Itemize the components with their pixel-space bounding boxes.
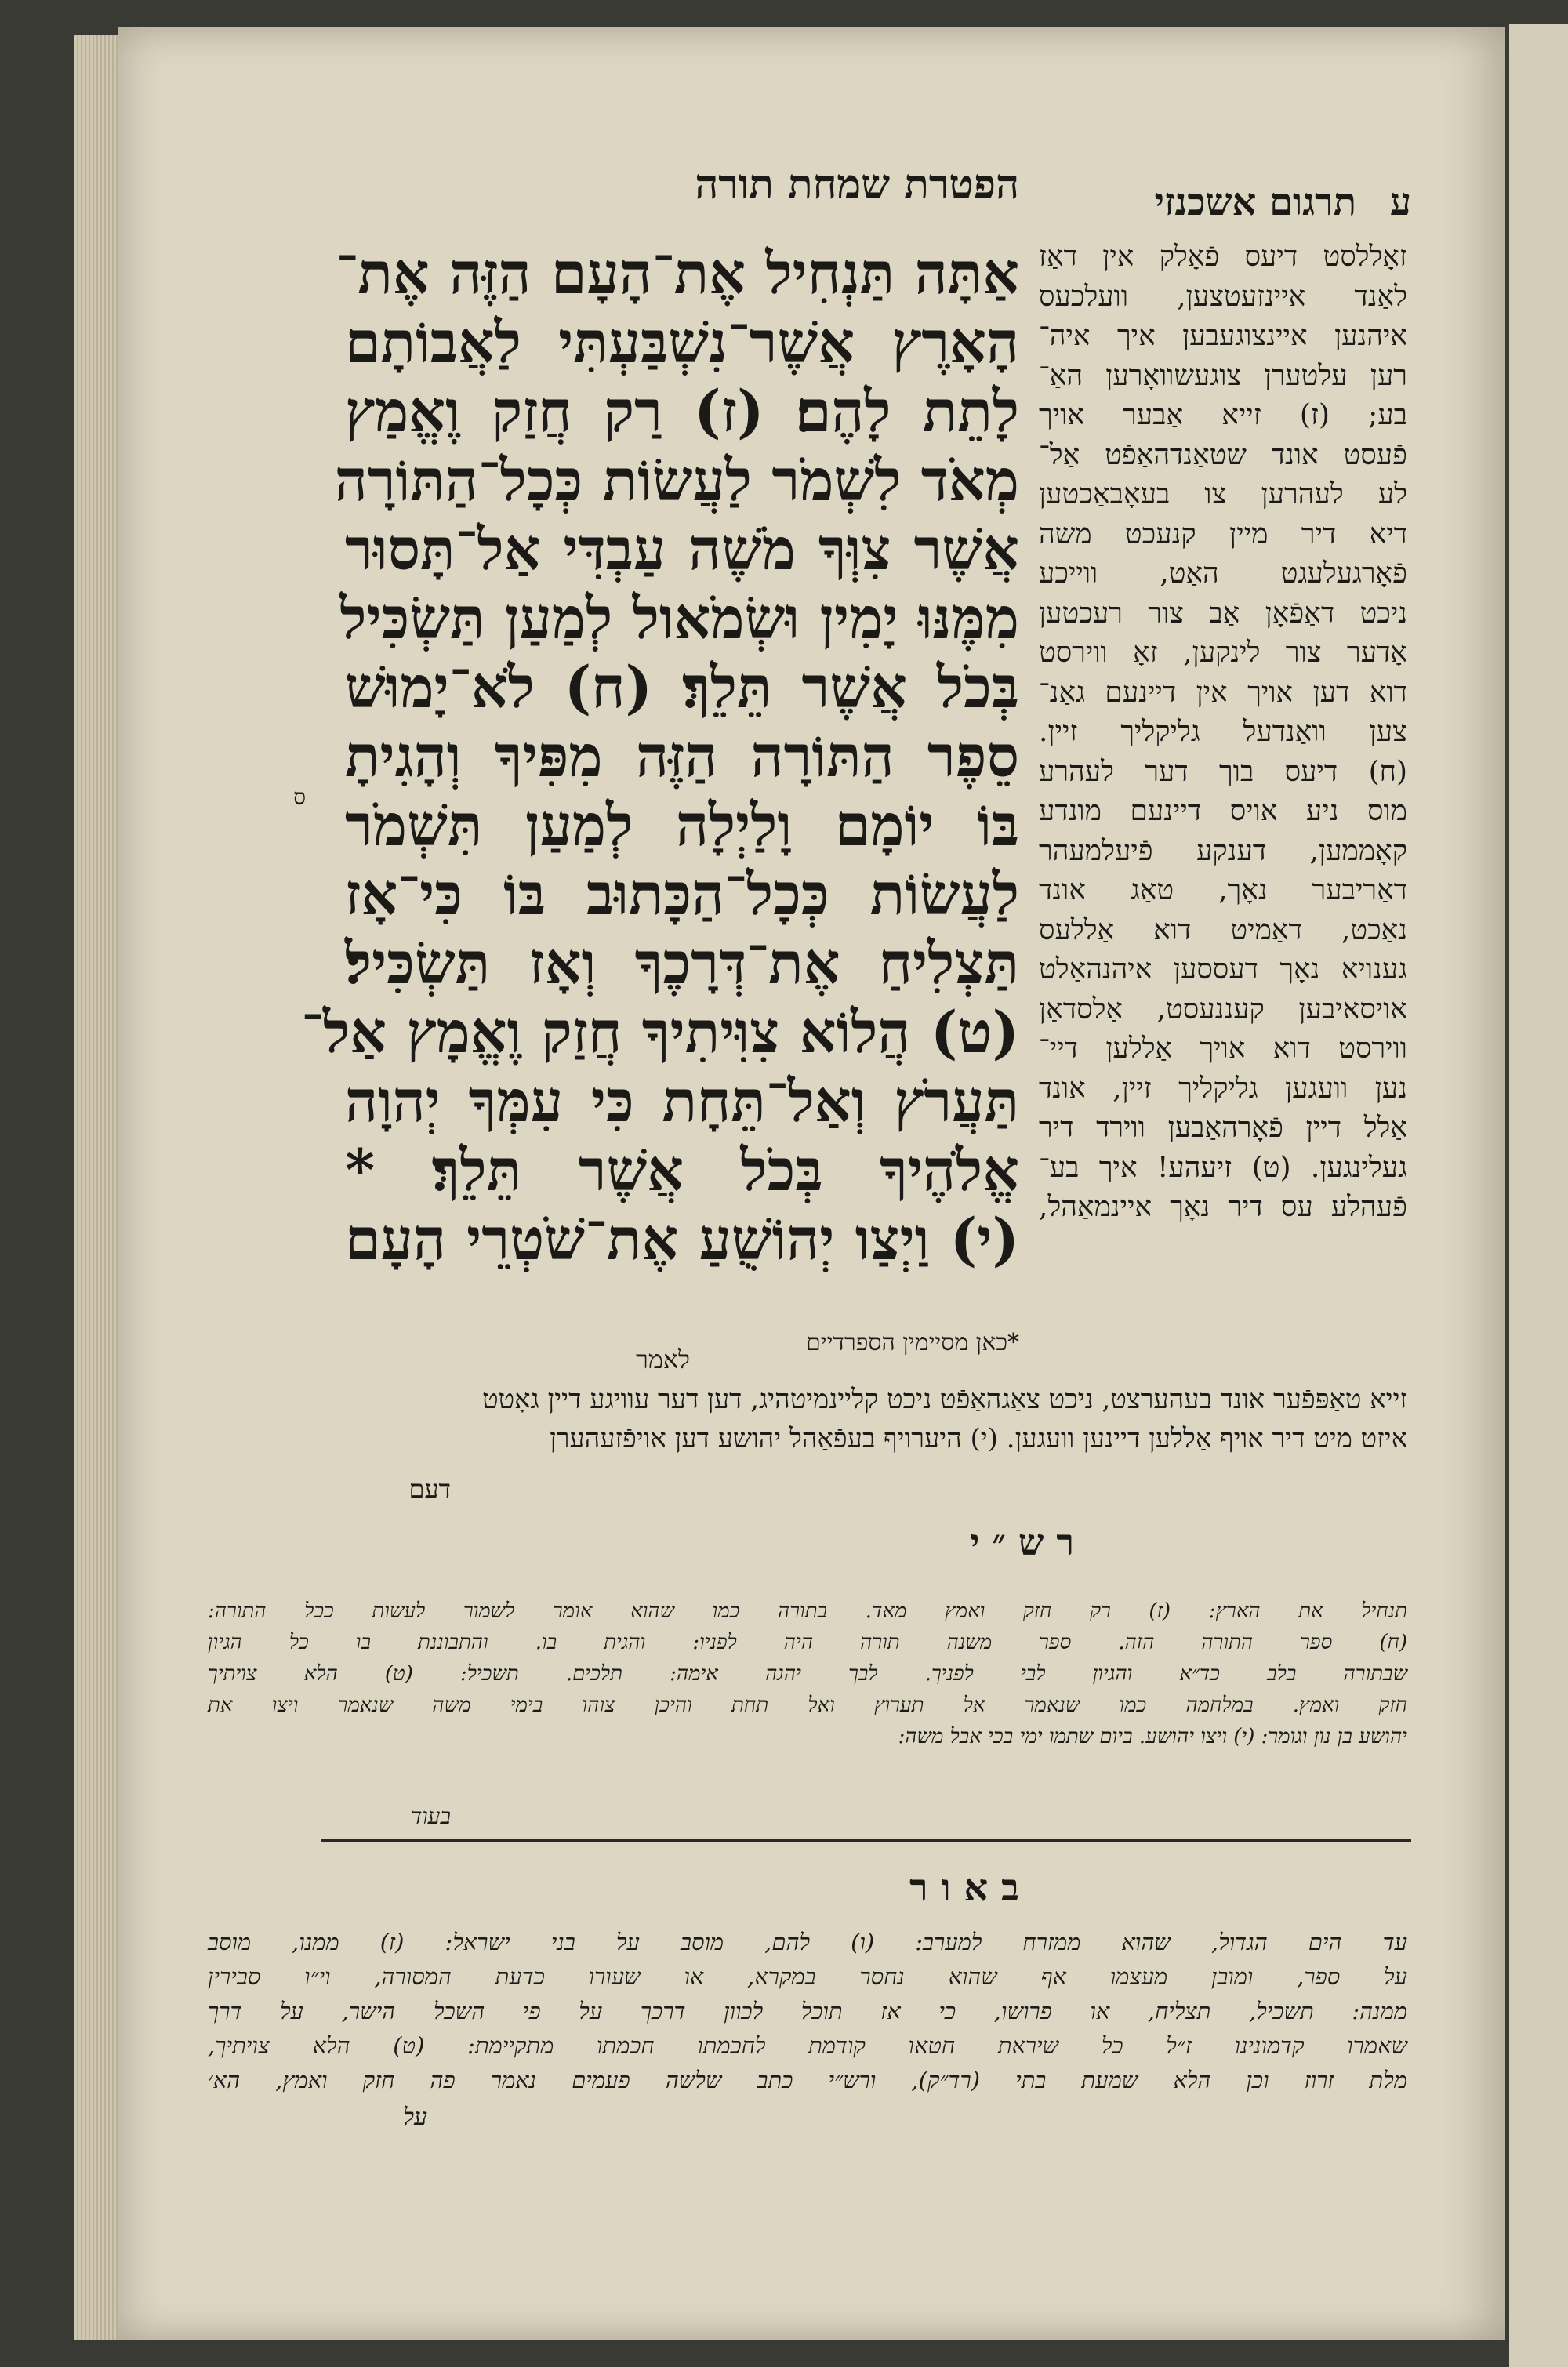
margin-mark: ס: [293, 784, 306, 810]
biur-title: ב א ו ר: [909, 1866, 1019, 1910]
targum-line: פֿעסט אונד שטאַנדהאַפֿט אַל־: [1039, 438, 1407, 471]
biur-line: עד הים הגדול, שהוא ממזרח למערב: (ו) להם, מוסב על בני ישראל: (ז) ממנו, מוסב: [208, 1929, 1407, 1955]
main-line: מִמֶּנּוּ יָמִין וּשְׂמֹאול לְמַעַן תַּשְׂכִּיל: [339, 585, 1019, 652]
main-line: תַּצְלִיחַ אֶת־דְּרָכֶךָ וְאָז תַּשְׂכִּיל׃: [345, 930, 1019, 997]
targum-line: מוס ניע אויס דיינעם מונדע: [1039, 795, 1407, 827]
main-line: (ט) הֲלוֹא צִוִּיתִיךָ חֲזַק וֶאֱמָץ אַל־: [301, 999, 1019, 1066]
biur-line: על ספר, ומובן מעצמו אף שהוא נחסר במקרא, או שעורו כדעת המסורה, וי״ו סבירין: [208, 1963, 1407, 1990]
targum-line: אויסאיבען קעננעסט, אַלסדאַן: [1039, 993, 1407, 1026]
targum-line: (ח) דיעס בוך דער לעהרע: [1039, 755, 1407, 788]
biur-line: מלת זרוז וכן הלא שמעת בתי (רד״ק), ורש״י כתב שלשה פעמים נאמר פה חזק ואמץ, הא׳: [208, 2067, 1407, 2093]
page-letter: ע: [1389, 180, 1411, 224]
targum-line: בע; (ז) זייא אַבער אויך: [1039, 399, 1407, 431]
haftarah-running-head: הפטרת שמחת תורה: [695, 161, 1019, 209]
main-line: אֱלֹהֶיךָ בְּכֹל אֲשֶׁר תֵּלֵךְ׃ *: [345, 1137, 1019, 1204]
biur-commentary: [208, 1925, 1407, 2097]
sephardim-footnote: *כאן מסיימין הספרדיים: [806, 1329, 1019, 1356]
targum-line: נען וועגען גליקליך זיין, אונד: [1039, 1072, 1407, 1105]
targum-line: איהנען איינצוגעבען איך איה־: [1039, 320, 1407, 352]
main-line: (י) וַיְצַו יְהוֹשֻׁעַ אֶת־שֹׁטְרֵי הָעָם: [345, 1206, 1019, 1273]
targum-line: לע לעהרען צו בעאָבאַכטען: [1039, 478, 1407, 510]
hebrew-main-text: [301, 239, 1019, 1274]
targum-line: זאָללסט דיעס פֿאָלק אין דאַז: [1039, 241, 1407, 273]
targum-running-head: תרגום אשכנזי: [1154, 180, 1356, 224]
facing-page-edge: [1509, 24, 1568, 2367]
section-divider: [321, 1839, 1411, 1842]
main-line: לָתֵת לָהֶם׃ (ז) רַק חֲזַק וֶאֱמַץ: [345, 378, 1019, 445]
targum-catchword: דעם: [408, 1474, 451, 1504]
targum-line: דוא דען אויך אין דיינעם גאַנ־: [1039, 676, 1407, 709]
biur-catchword: על: [402, 2104, 427, 2131]
page-block-edges: [74, 35, 122, 2340]
rashi-line: חזק ואמץ. במלחמה כמו שנאמר אל תערוץ ואל תחת והיכן צוהו בימי משה שנאמר ויצו את: [208, 1694, 1407, 1717]
rashi-line: שבתורה בלב כד״א והגיון לבי לפניך. לבך יהגה אימה: תלכים. תשכיל: (ט) הלא צויתיך: [208, 1662, 1407, 1686]
targum-column: [1039, 238, 1407, 1228]
targum-line: דאַריבער נאָך, טאַג אונד: [1039, 874, 1407, 906]
main-line: אֲשֶׁר צִוְּךָ מֹשֶׁה עַבְדִּי אַל־תָּסוּר: [345, 516, 1019, 583]
targum-line: אָדער צור לינקען, זאָ ווירסט: [1039, 637, 1407, 669]
main-catchword: לאמר: [636, 1345, 690, 1374]
rashi-commentary: [208, 1596, 1407, 1752]
rashi-line: (ח) ספר התורה הזה. ספר משנה תורה היה לפניו: והגית בו. והתבוננת בו כל הגיון: [208, 1631, 1407, 1654]
targum-line: ניכט דאַפֿאָן אַב צור רעכטען: [1039, 597, 1407, 630]
rashi-line: תנחיל את הארץ: (ז) רק חזק ואמץ מאד. בתורה כמו שהוא אומר לשמור לעשות ככל התורה:: [208, 1599, 1407, 1623]
targum-line: גענויא נאָך דעססען איהנהאַלט: [1039, 953, 1407, 986]
targum-line: דיא דיר מיין קנעכט משה: [1039, 517, 1407, 550]
biur-line: ממנה: תשכיל, תצליח, או פרושו, כי אז תוכל לכוון דרכך על פי השכל הישר, על דרך: [208, 1998, 1407, 2024]
targum-continuation-line: איזט מיט דיר אויף אַללען דיינען וועגען. (י) היערויף בעפֿאַהל יהושע דען אויפֿזעהערן: [550, 1423, 1407, 1454]
main-line: תַּעֲרֹץ וְאַל־תֵּחָת כִּי עִמְּךָ יְהוָה: [345, 1068, 1019, 1135]
targum-line: רען עלטערן צוגעשוואָרען האַ־: [1039, 359, 1407, 392]
targum-line: ווירסט דוא אויך אַללען דיי־: [1039, 1033, 1407, 1065]
rashi-catchword: בעוד: [411, 1803, 451, 1829]
main-line: אַתָּה תַּנְחִיל אֶת־הָעָם הַזֶּה אֶת־: [336, 240, 1019, 307]
main-line: מְאֹד לִשְׁמֹר לַעֲשׂוֹת כְּכָל־הַתּוֹרָה: [334, 447, 1019, 514]
targum-line: פֿאָרגעלעגט האַט, ווייכע: [1039, 557, 1407, 590]
targum-line: לאַנד איינזעטצען, וועלכעס: [1039, 280, 1407, 313]
main-line: הָאָרֶץ אֲשֶׁר־נִשְׁבַּעְתִּי לַאֲבוֹתָם: [345, 309, 1019, 376]
main-line: בּוֹ יוֹמָם וָלַיְלָה לְמַעַן תִּשְׁמֹר: [345, 792, 1019, 859]
rashi-title: ר ש ״ י: [970, 1521, 1074, 1563]
targum-line: קאָממען, דענקע פֿיעלמעהר: [1039, 834, 1407, 867]
targum-line: געלינגען. (ט) זיעהע! איך בע־: [1039, 1151, 1407, 1184]
targum-line: פֿעהלע עס דיר נאָך איינמאַהל,: [1039, 1191, 1407, 1223]
main-line: לַעֲשׂוֹת כְּכָל־הַכָּתוּב בּוֹ כִּי־אָז: [345, 861, 1019, 928]
rashi-line: יהושע בן נון וגומר: (י) ויצו יהושע. ביום שתמו ימי בכי אבל משה:: [898, 1725, 1407, 1748]
book-page: [118, 27, 1505, 2340]
targum-continuation-line: זייא טאַפּפֿער אונד בעהערצט, ניכט צאַגהאַפֿט ניכט קליינמיטהיג, דען דער עוויגע דיין גאָטט: [482, 1384, 1407, 1415]
targum-line: צען וואַנדעל גליקליך זיין.: [1039, 716, 1407, 748]
biur-line: שאמרו קדמונינו ז״ל כל שיראת חטאו קודמת לחכמתו חכמתו מתקיימת: (ט) הלא צויתיך,: [208, 2032, 1407, 2059]
targum-line: אַלל דיין פֿאָרהאַבען ווירד דיר: [1039, 1112, 1407, 1144]
targum-line: נאַכט, דאַמיט דוא אַללעס: [1039, 913, 1407, 946]
main-line: סֵפֶר הַתּוֹרָה הַזֶּה מִפִּיךָ וְהָגִיתָ: [345, 723, 1019, 790]
main-line: בְּכֹל אֲשֶׁר תֵּלֵךְ׃ (ח) לֹא־יָמוּשׁ: [345, 654, 1019, 721]
